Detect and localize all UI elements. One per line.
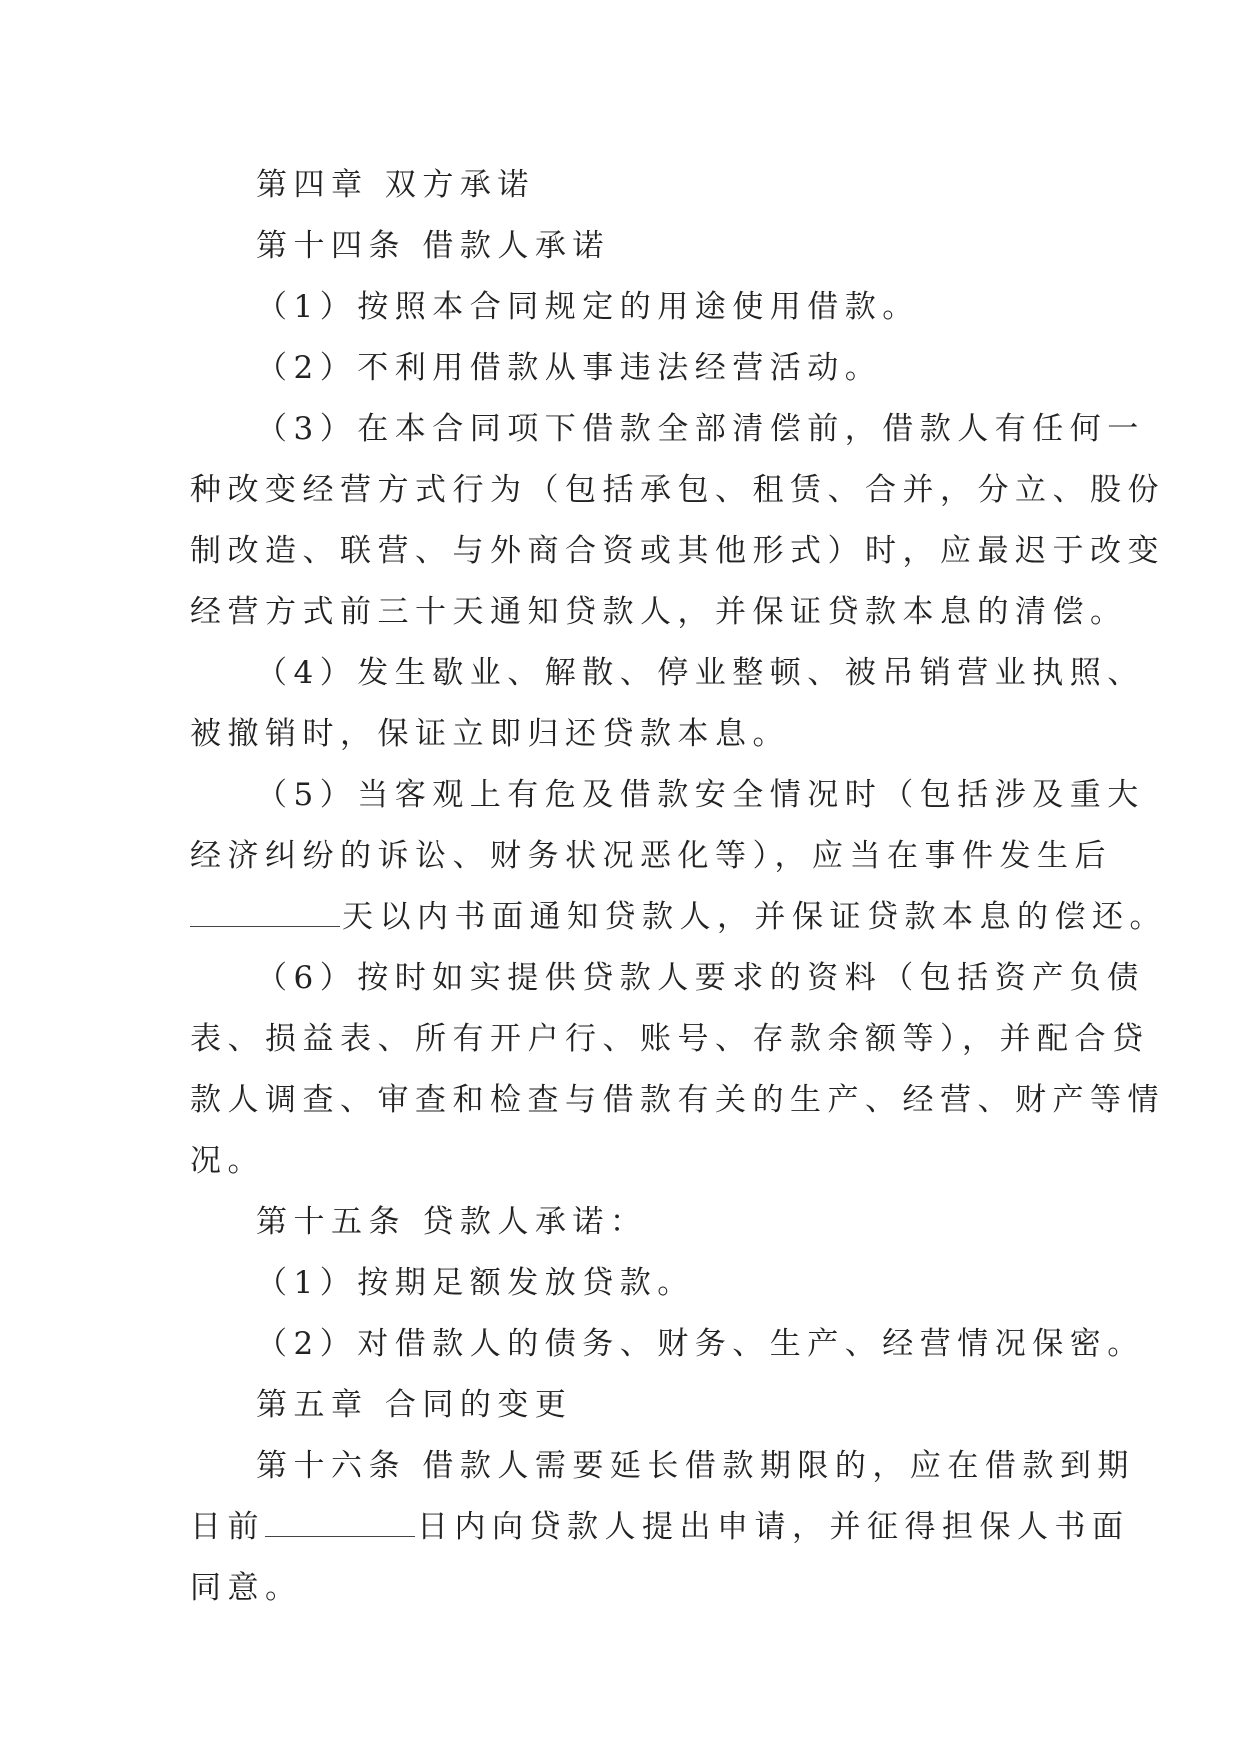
article-15-item-1: （1）按期足额发放贷款。 — [256, 1265, 695, 1301]
article-16-line-1: 第十六条 借款人需要延长借款期限的，应在借款到期 — [256, 1448, 1135, 1484]
article-14-item-5-line-3 — [190, 887, 1167, 948]
chapter-5-heading: 第五章 合同的变更 — [256, 1387, 573, 1423]
article-14-item-4-line-2: 被撤销时，保证立即归还贷款本息。 — [190, 716, 790, 752]
article-14-item-1: （1）按照本合同规定的用途使用借款。 — [256, 289, 920, 325]
article-15-heading: 第十五条 贷款人承诺： — [256, 1204, 648, 1240]
article-14-item-5-line-1: （5）当客观上有危及借款安全情况时（包括涉及重大 — [256, 777, 1145, 813]
article-14-item-3-line-2: 种改变经营方式行为（包括承包、租赁、合并，分立、股份 — [190, 472, 1165, 508]
article-15-item-2: （2）对借款人的债务、财务、生产、经营情况保密。 — [256, 1326, 1145, 1362]
article-14-item-2: （2）不利用借款从事违法经营活动。 — [256, 350, 883, 386]
article-14-item-6-line-3: 款人调查、审查和检查与借款有关的生产、经营、财产等情 — [190, 1082, 1165, 1118]
article-16-line-3: 同意。 — [190, 1570, 303, 1606]
fill-in-blank-days-before-due — [265, 1510, 415, 1537]
fill-in-blank-days — [190, 900, 340, 927]
chapter-4-heading: 第四章 双方承诺 — [256, 167, 535, 203]
document-page — [190, 155, 1167, 1619]
article-14-item-4-line-1: （4）发生歇业、解散、停业整顿、被吊销营业执照、 — [256, 655, 1145, 691]
article-14-item-6-line-2: 表、损益表、所有开户行、账号、存款余额等），并配合贷 — [190, 1021, 1150, 1057]
article-14-item-3-line-3: 制改造、联营、与外商合资或其他形式）时，应最迟于改变 — [190, 533, 1165, 569]
article-14-item-5-line-3-text: 天以内书面通知贷款人，并保证贷款本息的偿还。 — [342, 899, 1167, 935]
article-14-item-6-line-4: 况。 — [190, 1143, 265, 1179]
article-14-item-3-line-1: （3）在本合同项下借款全部清偿前，借款人有任何一 — [256, 411, 1145, 447]
article-16-line-2 — [190, 1497, 1130, 1558]
article-16-line-2-suffix: 日内向贷款人提出申请，并征得担保人书面 — [417, 1509, 1130, 1545]
article-14-item-5-line-2: 经济纠纷的诉讼、财务状况恶化等），应当在事件发生后 — [190, 838, 1112, 874]
article-14-item-3-line-4: 经营方式前三十天通知贷款人，并保证贷款本息的清偿。 — [190, 594, 1128, 630]
article-16-line-2-prefix: 日前 — [190, 1509, 265, 1545]
article-14-heading: 第十四条 借款人承诺 — [256, 228, 610, 264]
article-14-item-6-line-1: （6）按时如实提供贷款人要求的资料（包括资产负债 — [256, 960, 1145, 996]
